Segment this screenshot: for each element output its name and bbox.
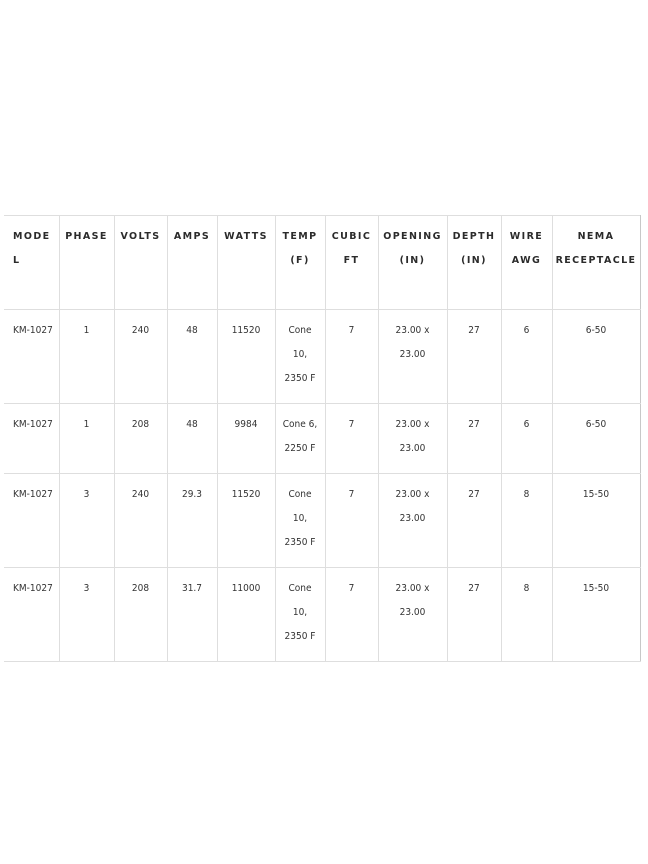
cell-temp: Cone 10, 2350 F xyxy=(275,568,325,662)
cell-phase: 3 xyxy=(59,474,114,568)
cell-amps: 31.7 xyxy=(167,568,217,662)
cell-opening: 23.00 x 23.00 xyxy=(378,568,447,662)
table-row xyxy=(4,474,640,568)
cell-phase: 1 xyxy=(59,404,114,474)
cell-wire-awg: 6 xyxy=(501,404,552,474)
col-header-volts: VOLTS xyxy=(114,216,167,310)
col-header-opening: OPENING (IN) xyxy=(378,216,447,310)
cell-volts: 208 xyxy=(114,404,167,474)
cell-cubic-ft: 7 xyxy=(325,568,378,662)
col-header-amps: AMPS xyxy=(167,216,217,310)
cell-opening: 23.00 x 23.00 xyxy=(378,310,447,404)
cell-phase: 3 xyxy=(59,568,114,662)
cell-nema: 6-50 xyxy=(552,404,640,474)
cell-phase: 1 xyxy=(59,310,114,404)
col-header-temp: TEMP (F) xyxy=(275,216,325,310)
cell-watts: 9984 xyxy=(217,404,275,474)
cell-temp: Cone 10, 2350 F xyxy=(275,310,325,404)
col-header-watts: WATTS xyxy=(217,216,275,310)
cell-nema: 15-50 xyxy=(552,474,640,568)
cell-model: KM-1027 xyxy=(4,474,59,568)
cell-volts: 208 xyxy=(114,568,167,662)
cell-amps: 48 xyxy=(167,404,217,474)
cell-wire-awg: 8 xyxy=(501,474,552,568)
col-header-cubic-ft: CUBIC FT xyxy=(325,216,378,310)
cell-wire-awg: 6 xyxy=(501,310,552,404)
cell-watts: 11520 xyxy=(217,310,275,404)
cell-nema: 6-50 xyxy=(552,310,640,404)
cell-depth: 27 xyxy=(447,474,501,568)
cell-model: KM-1027 xyxy=(4,310,59,404)
cell-amps: 48 xyxy=(167,310,217,404)
cell-volts: 240 xyxy=(114,474,167,568)
cell-cubic-ft: 7 xyxy=(325,404,378,474)
cell-watts: 11520 xyxy=(217,474,275,568)
table-row xyxy=(4,404,640,474)
cell-depth: 27 xyxy=(447,568,501,662)
cell-depth: 27 xyxy=(447,310,501,404)
cell-watts: 11000 xyxy=(217,568,275,662)
cell-opening: 23.00 x 23.00 xyxy=(378,474,447,568)
col-header-phase: PHASE xyxy=(59,216,114,310)
cell-opening: 23.00 x 23.00 xyxy=(378,404,447,474)
cell-volts: 240 xyxy=(114,310,167,404)
table-row xyxy=(4,568,640,662)
cell-model: KM-1027 xyxy=(4,568,59,662)
cell-cubic-ft: 7 xyxy=(325,310,378,404)
header-row xyxy=(4,216,640,310)
col-header-model: MODEL xyxy=(4,216,59,310)
kiln-spec-table xyxy=(4,215,641,662)
cell-nema: 15-50 xyxy=(552,568,640,662)
cell-wire-awg: 8 xyxy=(501,568,552,662)
col-header-depth: DEPTH (IN) xyxy=(447,216,501,310)
cell-depth: 27 xyxy=(447,404,501,474)
col-header-wire-awg: WIRE AWG xyxy=(501,216,552,310)
cell-cubic-ft: 7 xyxy=(325,474,378,568)
cell-amps: 29.3 xyxy=(167,474,217,568)
cell-temp: Cone 10, 2350 F xyxy=(275,474,325,568)
table-row xyxy=(4,310,640,404)
col-header-nema: NEMA RECEPTACLE xyxy=(552,216,640,310)
cell-temp: Cone 6, 2250 F xyxy=(275,404,325,474)
cell-model: KM-1027 xyxy=(4,404,59,474)
